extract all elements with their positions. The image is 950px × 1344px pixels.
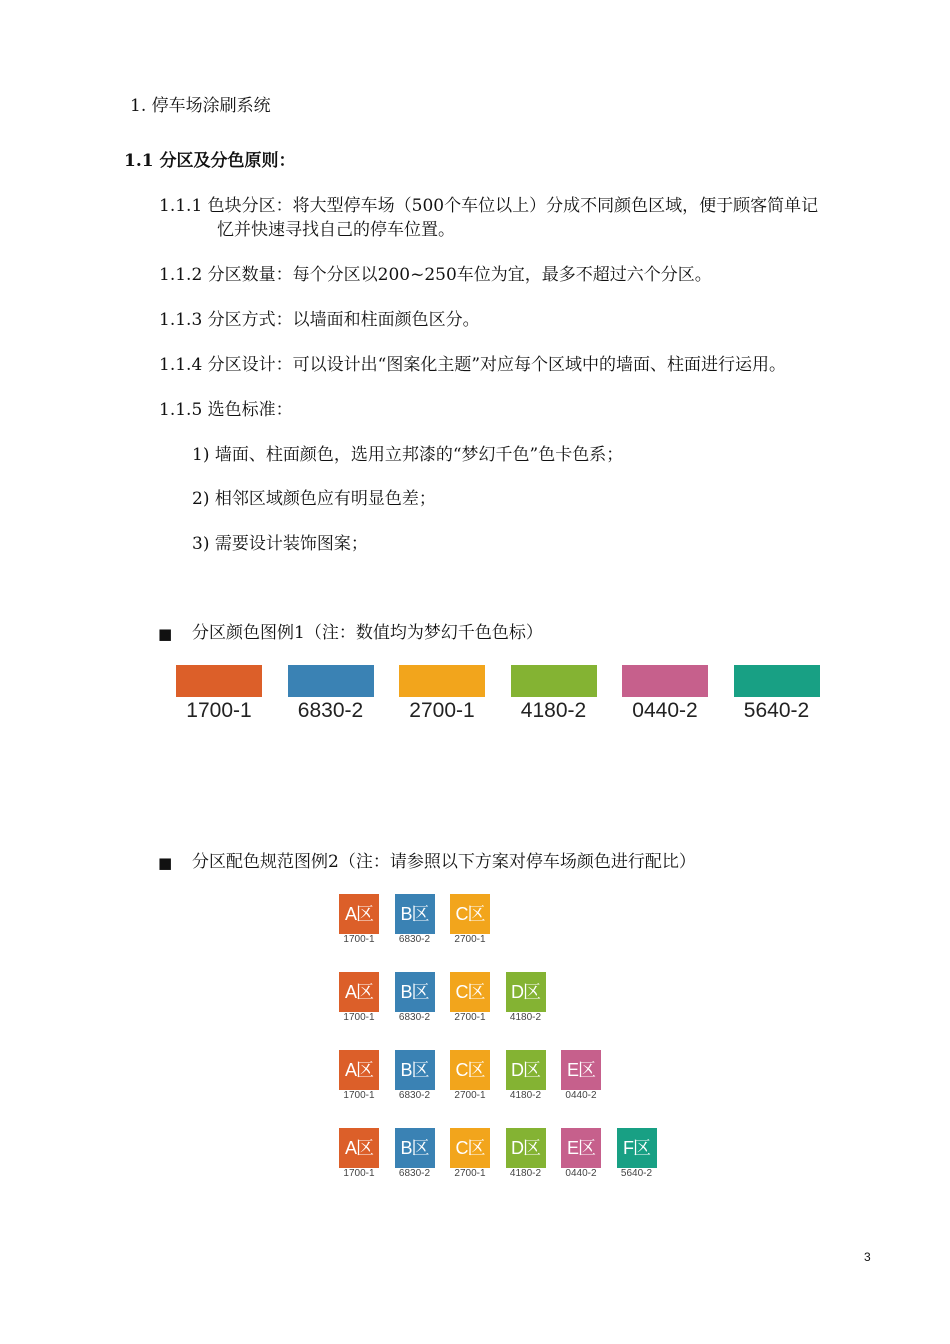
zone-tile-code: 2700-1 [454, 1168, 486, 1179]
color-swatch [622, 665, 708, 697]
color-swatch-code: 2700-1 [409, 699, 475, 722]
zone-tile-code: 1700-1 [343, 934, 375, 945]
zone-tile-code: 1700-1 [343, 1168, 375, 1179]
color-swatch [511, 665, 597, 697]
zone-tile-code: 2700-1 [454, 1012, 486, 1023]
color-swatch-code: 4180-2 [520, 699, 587, 722]
color-swatch [399, 665, 485, 697]
item-1-1-1-line1: 1.1.1 色块分区：将大型停车场（500个车位以上）分成不同颜色区域，便于顾客简单记 [159, 196, 819, 216]
color-swatch [288, 665, 374, 697]
color-swatch-code: 5640-2 [743, 699, 810, 722]
bullet-icon: ■ [158, 625, 173, 643]
zone-tile: B区 [395, 1050, 435, 1090]
zone-tile-code: 4180-2 [509, 1090, 542, 1101]
zone-tile: B区 [395, 894, 435, 934]
bullet-icon: ■ [158, 854, 173, 872]
legend-1-caption: 分区颜色图例1（注：数值均为梦幻千色色标） [192, 623, 543, 643]
zone-tile: B区 [395, 972, 435, 1012]
item-1-1-5: 1.1.5 选色标准： [159, 400, 293, 420]
sub-item-3: 3) 需要设计装饰图案； [192, 534, 368, 554]
item-1-1-1-line2: 忆并快速寻找自己的停车位置。 [217, 220, 455, 240]
zone-tile-code: 6830-2 [398, 1012, 431, 1023]
zone-tile: A区 [339, 894, 379, 934]
legend-2-caption: 分区配色规范图例2（注：请参照以下方案对停车场颜色进行配比） [192, 852, 696, 872]
item-1-1-4: 1.1.4 分区设计：可以设计出“图案化主题”对应每个区域中的墙面、柱面进行运用。 [159, 355, 787, 375]
zone-tile: A区 [339, 1128, 379, 1168]
zone-tile-code: 4180-2 [509, 1012, 542, 1023]
zone-tile: C区 [450, 1050, 490, 1090]
zone-tile: D区 [506, 1128, 546, 1168]
zone-tile: A区 [339, 1050, 379, 1090]
zone-tile: B区 [395, 1128, 435, 1168]
zone-tile-code: 6830-2 [398, 1090, 431, 1101]
zone-tile-code: 6830-2 [398, 1168, 431, 1179]
zone-tile: C区 [450, 1128, 490, 1168]
color-swatch [734, 665, 820, 697]
zone-tile-code: 5640-2 [620, 1168, 653, 1179]
item-1-1-3: 1.1.3 分区方式：以墙面和柱面颜色区分。 [159, 310, 480, 330]
zone-tile-code: 1700-1 [343, 1012, 375, 1023]
zone-tile-code: 6830-2 [398, 934, 431, 945]
zone-tile-code: 4180-2 [509, 1168, 542, 1179]
zone-tile-code: 1700-1 [343, 1090, 375, 1101]
zone-tile: C区 [450, 972, 490, 1012]
sub-item-2: 2) 相邻区域颜色应有明显色差； [192, 489, 436, 509]
color-swatch-code: 1700-1 [186, 699, 252, 722]
zone-tile-code: 2700-1 [454, 934, 486, 945]
zone-tile: F区 [617, 1128, 657, 1168]
zone-tile: E区 [561, 1128, 601, 1168]
color-swatch-code: 0440-2 [632, 699, 698, 722]
zone-tile: D区 [506, 1050, 546, 1090]
sub-item-1: 1) 墙面、柱面颜色，选用立邦漆的“梦幻千色”色卡色系； [192, 445, 624, 465]
zone-tile: A区 [339, 972, 379, 1012]
page-number: 3 [864, 1250, 871, 1264]
heading-1-1: 1.1 分区及分色原则： [124, 151, 296, 171]
zone-tile-code: 2700-1 [454, 1090, 486, 1101]
zone-tile: C区 [450, 894, 490, 934]
zone-tile-code: 0440-2 [565, 1090, 597, 1101]
zone-tile-code: 0440-2 [565, 1168, 597, 1179]
color-swatch [176, 665, 262, 697]
item-1-1-2: 1.1.2 分区数量：每个分区以200~250车位为宜，最多不超过六个分区。 [159, 265, 712, 285]
zone-tile: E区 [561, 1050, 601, 1090]
color-swatch-code: 6830-2 [297, 699, 364, 722]
heading-1: 1. 停车场涂刷系统 [130, 96, 271, 116]
zone-tile: D区 [506, 972, 546, 1012]
